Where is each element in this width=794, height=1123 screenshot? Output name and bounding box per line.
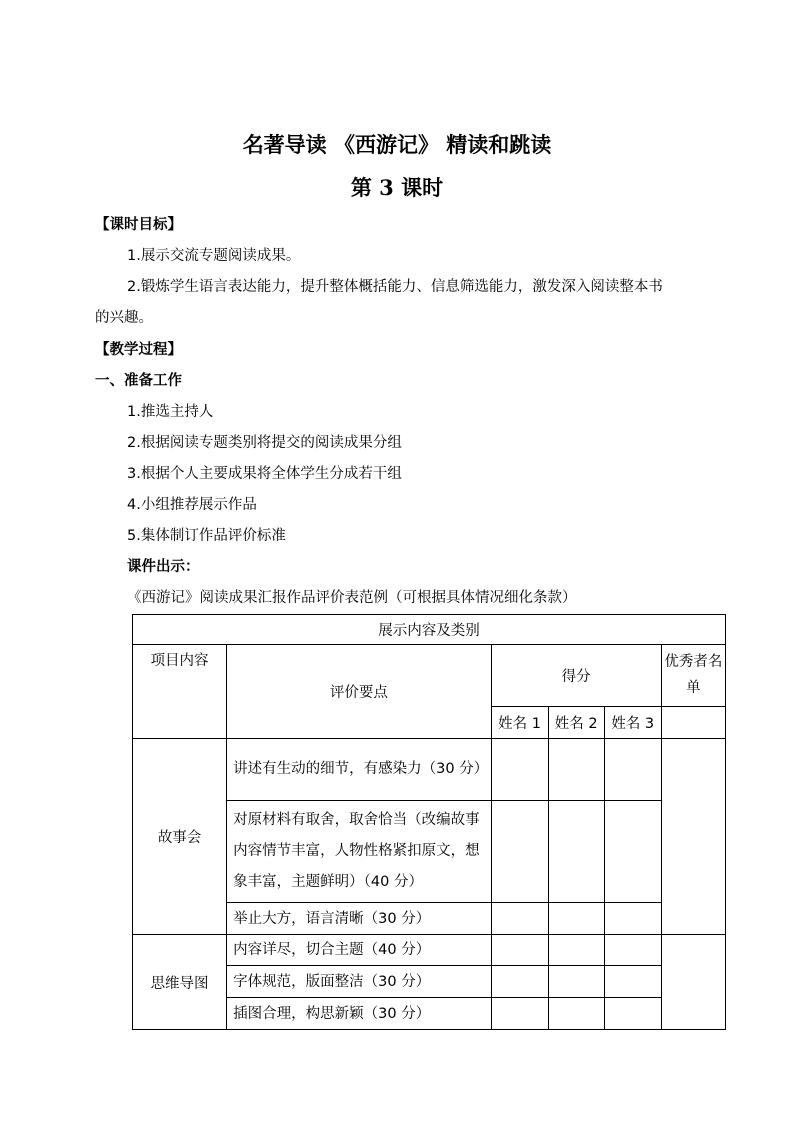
score-cell [548,739,604,801]
name1-header: 姓名 1 [491,707,548,739]
score-cell [604,739,661,801]
excellent-cell [661,739,725,935]
score-cell [604,801,661,903]
step-1: 1.推选主持人 [127,404,214,420]
step-2: 2.根据阅读专题类别将提交的阅读成果分组 [127,435,402,451]
name2-header: 姓名 2 [548,707,604,739]
objective-2-line1: 2.锻炼学生语言表达能力，提升整体概括能力、信息筛选能力，激发深入阅读整本书 [127,279,663,295]
col-project-header: 项目内容 [133,645,227,739]
lesson-number: 第 3 课时 [350,175,444,200]
criteria-cell: 字体规范，版面整洁（30 分） [227,966,491,998]
col-excellent-header: 优秀者名单 [661,645,725,707]
score-cell [604,998,661,1030]
score-cell [548,903,604,935]
criteria-cell: 插图合理，构思新颖（30 分） [227,998,491,1030]
objective-2-line2: 的兴趣。 [95,310,153,326]
score-cell [491,739,548,801]
objective-1: 1.展示交流专题阅读成果。 [127,248,301,264]
step-5: 5.集体制订作品评价标准 [127,528,286,544]
table-caption: 《西游记》阅读成果汇报作品评价表范例（可根据具体情况细化条款） [127,590,577,606]
document-title: 名著导读 《西游记》 精读和跳读 [242,132,552,157]
criteria-cell: 对原材料有取舍，取舍恰当（改编故事内容情节丰富，人物性格紧扣原文，想象丰富，主题鲜明）（40 分） [227,801,491,903]
score-cell [604,935,661,966]
courseware-label: 课件出示： [127,559,200,575]
group-mind-map: 思维导图 [133,935,227,1030]
empty-cell [661,707,725,739]
criteria-cell: 举止大方，语言清晰（30 分） [227,903,491,935]
part1-heading: 一、准备工作 [95,373,182,389]
score-cell [604,903,661,935]
score-cell [491,903,548,935]
score-cell [548,966,604,998]
score-cell [548,998,604,1030]
score-cell [548,935,604,966]
score-cell [491,998,548,1030]
score-cell [548,801,604,903]
score-cell [491,966,548,998]
col-score-header: 得分 [491,645,661,707]
score-cell [604,966,661,998]
step-3: 3.根据个人主要成果将全体学生分成若干组 [127,466,402,482]
process-heading: 【教学过程】 [95,342,182,358]
group-story-meeting: 故事会 [133,739,227,935]
col-criteria-header: 评价要点 [227,645,491,739]
objectives-heading: 【课时目标】 [95,217,182,233]
score-cell [491,801,548,903]
score-cell [491,935,548,966]
criteria-cell: 讲述有生动的细节，有感染力（30 分） [227,739,491,801]
name3-header: 姓名 3 [604,707,661,739]
step-4: 4.小组推荐展示作品 [127,497,257,513]
evaluation-table [132,614,726,1030]
criteria-cell: 内容详尽，切合主题（40 分） [227,935,491,966]
table-header-top: 展示内容及类别 [133,615,726,645]
excellent-cell [661,935,725,1030]
